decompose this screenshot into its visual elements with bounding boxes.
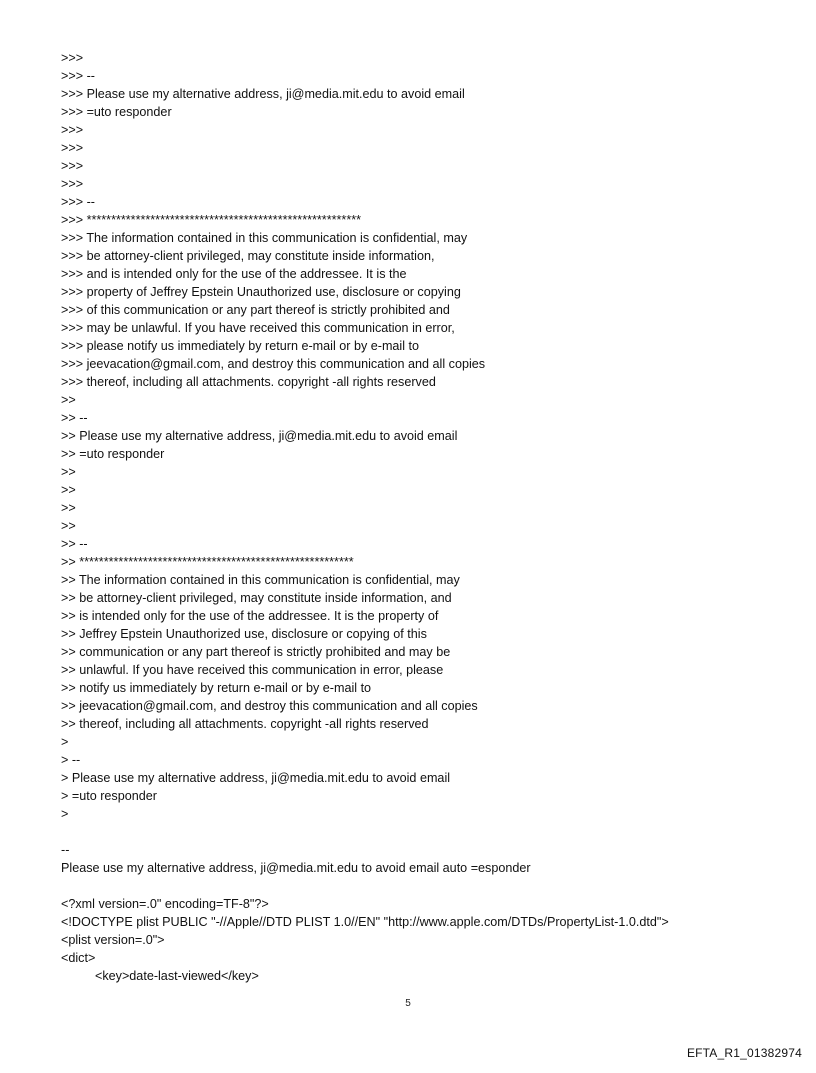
text-line: >> Jeffrey Epstein Unauthorized use, disclosure or copying of this — [61, 627, 427, 641]
text-line: >>> ******************************************************** — [61, 213, 362, 227]
text-line: >> — [61, 483, 76, 497]
xml-declaration: <?xml version=.0" encoding=TF-8"?> — [61, 897, 269, 911]
text-line: >>> property of Jeffrey Epstein Unauthorized use, disclosure or copying — [61, 285, 461, 299]
blank-line — [61, 823, 781, 841]
text-line: >>> -- — [61, 69, 95, 83]
text-line: >>> of this communication or any part thereof is strictly prohibited and — [61, 303, 450, 317]
text-line: >> ******************************************************** — [61, 555, 354, 569]
text-line: >>> -- — [61, 195, 95, 209]
text-line: >>> jeevacation@gmail.com, and destroy this communication and all copies — [61, 357, 486, 371]
text-line: >> — [61, 393, 76, 407]
text-line: >>> be attorney-client privileged, may constitute inside information, — [61, 249, 435, 263]
signature-separator: -- — [61, 843, 70, 857]
text-line: >> is intended only for the use of the addressee. It is the property of — [61, 609, 439, 623]
text-line: >> -- — [61, 411, 88, 425]
text-line: >> =uto responder — [61, 447, 165, 461]
text-line: >>> — [61, 51, 84, 65]
text-line: >>> may be unlawful. If you have received this communication in error, — [61, 321, 455, 335]
text-line: >>> — [61, 159, 84, 173]
text-line: >>> =uto responder — [61, 105, 172, 119]
text-line: > Please use my alternative address, ji@media.mit.edu to avoid email — [61, 771, 451, 785]
blank-line — [61, 877, 781, 895]
dict-open-tag: <dict> — [61, 951, 96, 965]
text-line: >> -- — [61, 537, 88, 551]
text-line: > =uto responder — [61, 789, 157, 803]
plist-open-tag: <plist version=.0"> — [61, 933, 165, 947]
document-id: EFTA_R1_01382974 — [686, 1046, 802, 1060]
key-tag-line: <key>date-last-viewed</key> — [95, 969, 259, 983]
text-line: >>> please notify us immediately by return e-mail or by e-mail to — [61, 339, 420, 353]
doctype-line: <!DOCTYPE plist PUBLIC "-//Apple//DTD PLIST 1.0//EN" "http://www.apple.com/DTDs/PropertyList-1.0.dtd"> — [61, 915, 669, 929]
text-line: >>> — [61, 123, 84, 137]
signature-text: Please use my alternative address, ji@media.mit.edu to avoid email auto =esponder — [61, 861, 531, 875]
text-line: >>> and is intended only for the use of the addressee. It is the — [61, 267, 407, 281]
text-line: >> jeevacation@gmail.com, and destroy this communication and all copies — [61, 699, 478, 713]
page-number: 5 — [405, 998, 411, 1009]
email-body — [61, 49, 781, 985]
text-line: >>> — [61, 141, 84, 155]
text-line: >>> — [61, 177, 84, 191]
text-line: >> Please use my alternative address, ji@media.mit.edu to avoid email — [61, 429, 458, 443]
text-line: >> unlawful. If you have received this communication in error, please — [61, 663, 444, 677]
text-line: >>> thereof, including all attachments. copyright -all rights reserved — [61, 375, 436, 389]
text-line: > — [61, 735, 69, 749]
text-line: >> — [61, 519, 76, 533]
text-line: >>> The information contained in this communication is confidential, may — [61, 231, 468, 245]
text-line: >> notify us immediately by return e-mail or by e-mail to — [61, 681, 372, 695]
text-line: >> — [61, 465, 76, 479]
text-line: >> be attorney-client privileged, may constitute inside information, and — [61, 591, 452, 605]
text-line: >> communication or any part thereof is strictly prohibited and may be — [61, 645, 451, 659]
text-line: > -- — [61, 753, 81, 767]
text-line: >> The information contained in this communication is confidential, may — [61, 573, 460, 587]
text-line: >> — [61, 501, 76, 515]
text-line: > — [61, 807, 69, 821]
text-line: >>> Please use my alternative address, ji@media.mit.edu to avoid email — [61, 87, 465, 101]
text-line: >> thereof, including all attachments. copyright -all rights reserved — [61, 717, 429, 731]
